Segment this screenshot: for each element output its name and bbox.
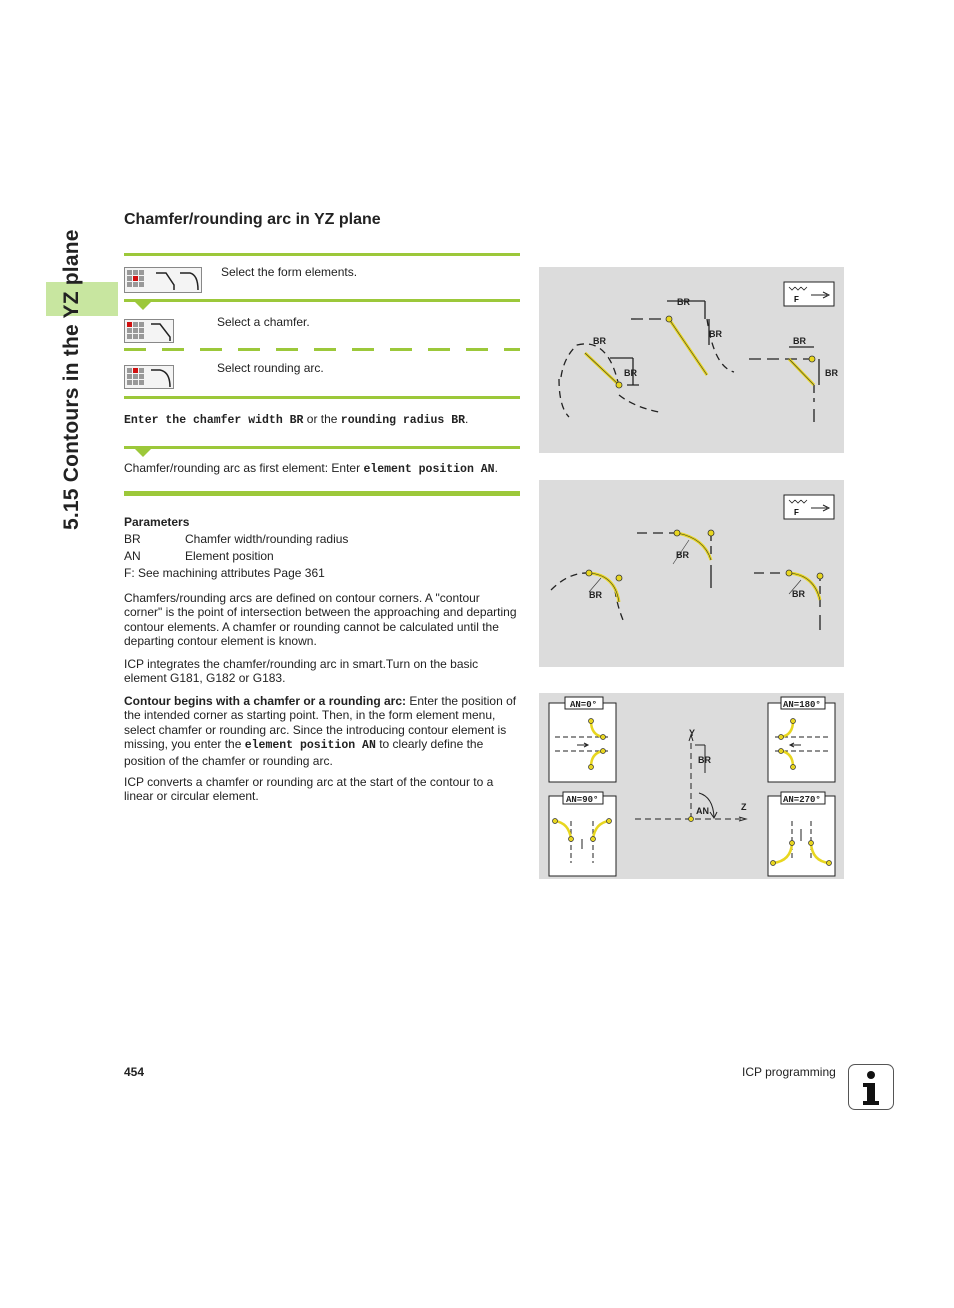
parameter-row (124, 531, 348, 548)
paragraph-icp-converts: ICP converts a chamfer or rounding arc at the start of the contour to a linear or circular element. (124, 775, 494, 804)
svg-text:F: F (794, 508, 799, 517)
br-label: BR (593, 336, 606, 346)
rounding-arc-softkey-icon[interactable] (124, 365, 174, 389)
step-select-form-elements: Select the form elements. (221, 265, 358, 279)
an-angle-label: AN (696, 806, 709, 816)
an-0-label: AN=0° (570, 700, 598, 710)
an-180-label: AN=180° (783, 700, 821, 710)
step-divider (124, 299, 520, 302)
br-label: BR (676, 550, 689, 560)
chapter-name: ICP programming (742, 1065, 836, 1079)
figure-rounding-drawing (539, 480, 844, 667)
an-90-label: AN=90° (566, 795, 599, 805)
alternative-divider (124, 348, 520, 351)
block-end-bar (124, 491, 520, 496)
section-title: Chamfer/rounding arc in YZ plane (124, 211, 381, 228)
parameter-key: AN (124, 549, 141, 563)
step-divider (124, 396, 520, 399)
step-divider (124, 446, 520, 449)
paragraph-icp-integrates: ICP integrates the chamfer/rounding arc in smart.Turn on the basic element G181, G182 or G183. (124, 657, 479, 686)
z-axis-label: Z (741, 802, 747, 812)
enter-br-instruction: Enter the chamfer width BR or the rounding radius BR. (124, 412, 469, 427)
br-label: BR (677, 297, 690, 307)
paragraph-contour-corners: Chamfers/rounding arcs are defined on contour corners. A "contour corner" is the point of intersection between the approaching and departing contour elements. A chamfer or rounding cannot be calculated until the departing contour element is known. (124, 591, 517, 649)
info-icon (848, 1064, 894, 1110)
feed-attribute-icon (784, 495, 834, 519)
parameter-row (124, 548, 348, 565)
parameter-desc: Element position (185, 549, 274, 563)
code-element-position: element position AN (363, 463, 495, 476)
br-label: BR (698, 755, 711, 765)
code-rounding-radius: rounding radius BR (340, 414, 466, 427)
feed-attribute-icon (784, 282, 834, 306)
parameters-table (124, 531, 348, 565)
step-arrow (135, 302, 151, 310)
br-label: BR (825, 368, 838, 378)
parameters-note: F: See machining attributes Page 361 (124, 566, 325, 580)
parameters-heading: Parameters (124, 515, 190, 529)
first-element-instruction: Chamfer/rounding arc as first element: Enter element position AN. (124, 461, 498, 476)
figure-element-position-drawing (539, 693, 844, 879)
parameter-key: BR (124, 532, 141, 546)
y-axis-label: Y (689, 728, 696, 738)
step-arrow (135, 449, 151, 457)
br-label: BR (624, 368, 637, 378)
code-chamfer-width: Enter the chamfer width BR (124, 414, 304, 427)
parameter-desc: Chamfer width/rounding radius (185, 532, 349, 546)
svg-text:F: F (794, 295, 799, 304)
info-icon-glyph (849, 1065, 893, 1109)
paragraph-contour-begins: Contour begins with a chamfer or a rounding arc: Enter the position of the intended corner as starting point. Then, in the form element menu, select chamfer or rounding arc. Since the introducing contour element is missing, you enter the element position AN to clearly define the position of the chamfer or rounding arc. (124, 694, 517, 768)
form-elements-softkey-icon[interactable] (124, 267, 202, 293)
br-label: BR (709, 329, 722, 339)
side-chapter-title: 5.15 Contours in the YZ plane (60, 229, 83, 530)
step-divider (124, 253, 520, 256)
step-select-chamfer: Select a chamfer. (217, 315, 310, 329)
br-label: BR (589, 590, 602, 600)
chamfer-softkey-icon[interactable] (124, 319, 174, 343)
an-270-label: AN=270° (783, 795, 821, 805)
br-label: BR (793, 336, 806, 346)
page-number: 454 (124, 1065, 145, 1079)
figure-chamfer-drawing (539, 267, 844, 453)
br-label: BR (792, 589, 805, 599)
step-select-rounding-arc: Select rounding arc. (217, 361, 324, 375)
